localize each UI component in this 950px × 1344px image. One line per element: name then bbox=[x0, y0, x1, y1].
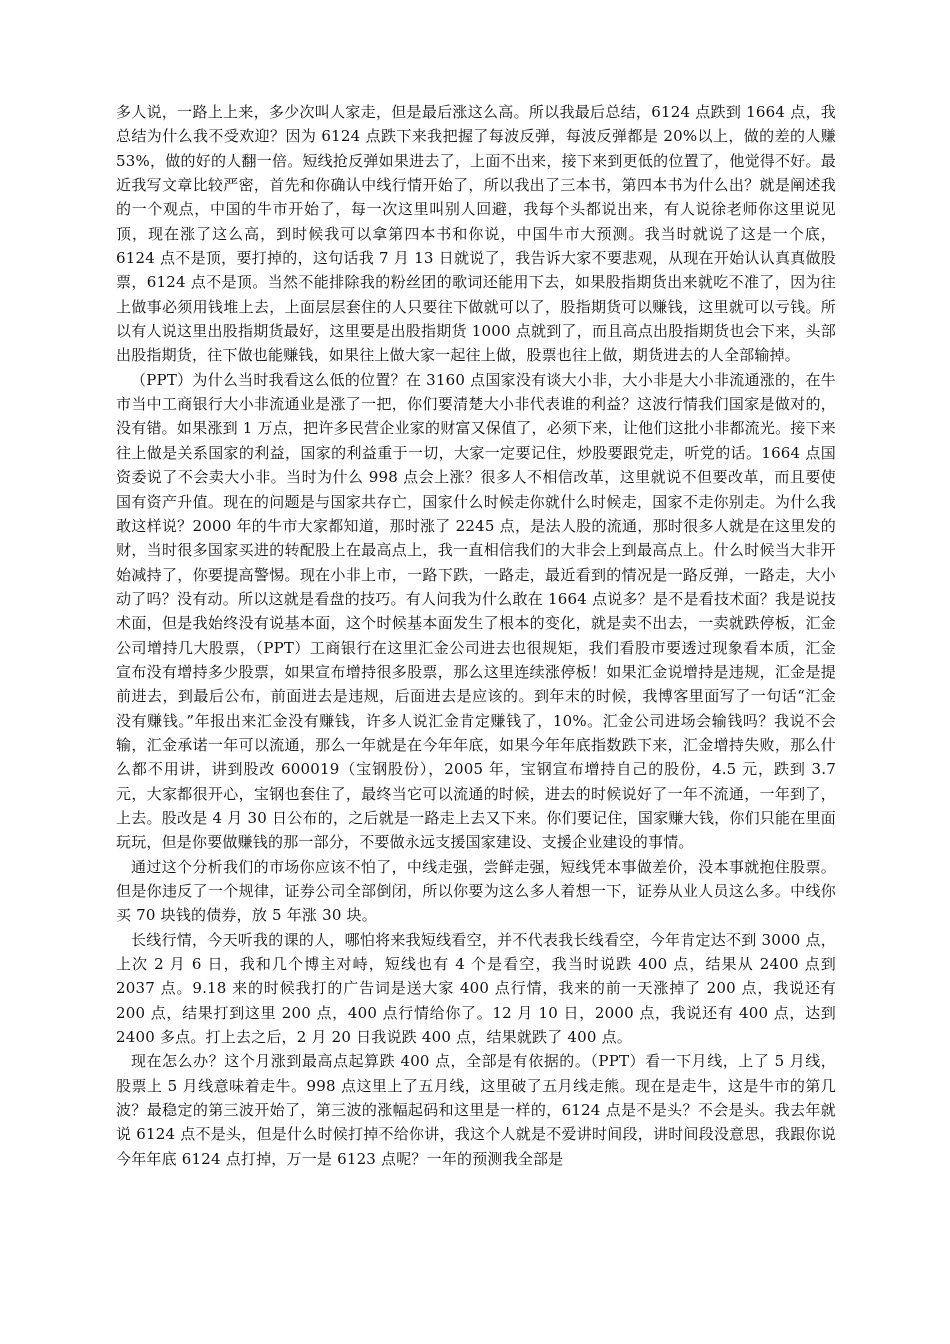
paragraph-4: 长线行情，今天听我的课的人，哪怕将来我短线看空，并不代表我长线看空，今年肯定达不到 3000 点，上次 2 月 6 日，我和几个博主对峙，短线也有 4 个是看空，我当时说跌 400 点，结果从 2400 点到 2037 点。9.18 来的时候我打的广告词是送大家 400 点行情，我来的前一天涨掉了 200 点，我说还有 200 点，结果打到这里 200 点，400 点行情给你了。12 月 10 日，2000 点，我说还有 400 点，达到 2400 多点。打上去之后，2 月 20 日我说跌 400 点，结果就跌了 400 点。 bbox=[116, 930, 836, 1047]
document-body bbox=[116, 100, 836, 1171]
paragraph-5: 现在怎么办？这个月涨到最高点起算跌 400 点，全部是有依据的。（PPT）看一下月线，上了 5 月线，股票上 5 月线意味着走牛。998 点这里上了五月线，这里破了五月线走熊。现在是走牛，这是牛市的第几波？最稳定的第三波开始了，第三波的涨幅起码和这里是一样的，6124 点是不是头？不会是头。我去年就说 6124 点不是头，但是什么时候打掉不给你讲，我这个人就是不爱讲时间段，讲时间段没意思，我跟你说今年年底 6124 点打掉，万一是 6123 点呢？一年的预测我全部是 bbox=[116, 1052, 836, 1168]
paragraph-1: 多人说，一路上上来，多少次叫人家走，但是最后涨这么高。所以我最后总结，6124 点跌到 1664 点，我总结为什么我不受欢迎？因为 6124 点跌下来我把握了每波反弹，每波反弹都是 20%以上，做的差的人赚 53%，做的好的人翻一倍。短线抢反弹如果进去了，上面不出来，接下来到更低的位置了，他觉得不好。最近我写文章比较严密，首先和你确认中线行情开始了，所以我出了三本书，第四本书为什么出？就是阐述我的一个观点，中国的牛市开始了，每一次这里叫别人回避，我每个头都说出来，有人说徐老师你这里说见顶，现在涨了这么高，到时候我可以拿第四本书和你说，中国牛市大预测。我当时就说了这是一个底，6124 点不是顶，要打掉的，这句话我 7 月 13 日就说了，我告诉大家不要悲观，从现在开始认认真真做股票，6124 点不是顶。当然不能排除我的粉丝团的歌词还能用下去，如果股指期货出来就吃不准了，因为往上做事必须用钱堆上去，上面层层套住的人只要往下做就可以了，股指期货可以赚钱，这里就可以亏钱。所以有人说这里出股指期货最好，这里要是出股指期货 1000 点就到了，而且高点出股指期货也会下来，头部出股指期货，往下做也能赚钱，如果往上做大家一起往上做，股票也往上做，期货进去的人全部输掉。 bbox=[116, 103, 836, 365]
paragraph-2: （PPT）为什么当时我看这么低的位置？在 3160 点国家没有谈大小非，大小非是大小非流通涨的，在牛市当中工商银行大小非流通业是涨了一把，你们要清楚大小非代表谁的利益？这波行情我们国家是做对的，没有错。如果涨到 1 万点，把许多民营企业家的财富又保值了，必须下来，让他们这批小非都流光。接下来往上做是关系国家的利益，国家的利益重于一切，大家一定要记住，炒股要跟党走，听党的话。1664 点国资委说了不会卖大小非。当时为什么 998 点会上涨？很多人不相信改革，这里就说不但要改革，而且要使国有资产升值。现在的问题是与国家共存亡，国家什么时候走你就什么时候走，国家不走你别走。为什么我敢这样说？2000 年的牛市大家都知道，那时涨了 2245 点，是法人股的流通，那时很多人就是在这里发的财，当时很多国家买进的转配股上在最高点上，我一直相信我们的大非会上到最高点上。什么时候当大非开始减持了，你要提高警惕。现在小非上市，一路下跌，一路走，最近看到的情况是一路反弹，一路走，大小动了吗？没有动。所以这就是看盘的技巧。有人问我为什么敢在 1664 点说多？是不是看技术面？我是说技术面，但是我始终没有说基本面，这个时候基本面发生了根本的变化，就是卖不出去，一卖就跌停板，汇金公司增持几大股票，（PPT）工商银行在这里汇金公司进去也很规矩，我们看股市要透过现象看本质，汇金宣布没有增持多少股票，如果宣布增持很多股票，那么这里连续涨停板！如果汇金说增持是违规，汇金是提前进去，到最后公布，前面进去是违规，后面进去是应该的。到年末的时候，我博客里面写了一句话“汇金没有赚钱。”年报出来汇金没有赚钱，许多人说汇金肯定赚钱了，10%。汇金公司进场会输钱吗？我说不会输，汇金承诺一年可以流通，那么一年就是在今年年底，如果今年年底指数跌下来，汇金增持失败，那么什么都不用讲，讲到股改 600019（宝钢股份），2005 年，宝钢宣布增持自己的股份，4.5 元，跌到 3.7 元，大家都很开心，宝钢也套住了，最终当它可以流通的时候，进去的时候说好了一年不流通，一年到了，上去。股改是 4 月 30 日公布的，之后就是一路走上去又下来。你们要记住，国家赚大钱，你们只能在里面玩玩，但是你要做赚钱的那一部分，不要做永远支援国家建设、支援企业建设的事情。 bbox=[116, 370, 836, 852]
paragraph-3: 通过这个分析我们的市场你应该不怕了，中线走强，尝鲜走强，短线凭本事做差价，没本事就抱住股票。但是你违反了一个规律，证券公司全部倒闭，所以你要为这么多人着想一下，证券从业人员这么多。中线你买 70 块钱的债券，放 5 年涨 30 块。 bbox=[116, 857, 836, 925]
